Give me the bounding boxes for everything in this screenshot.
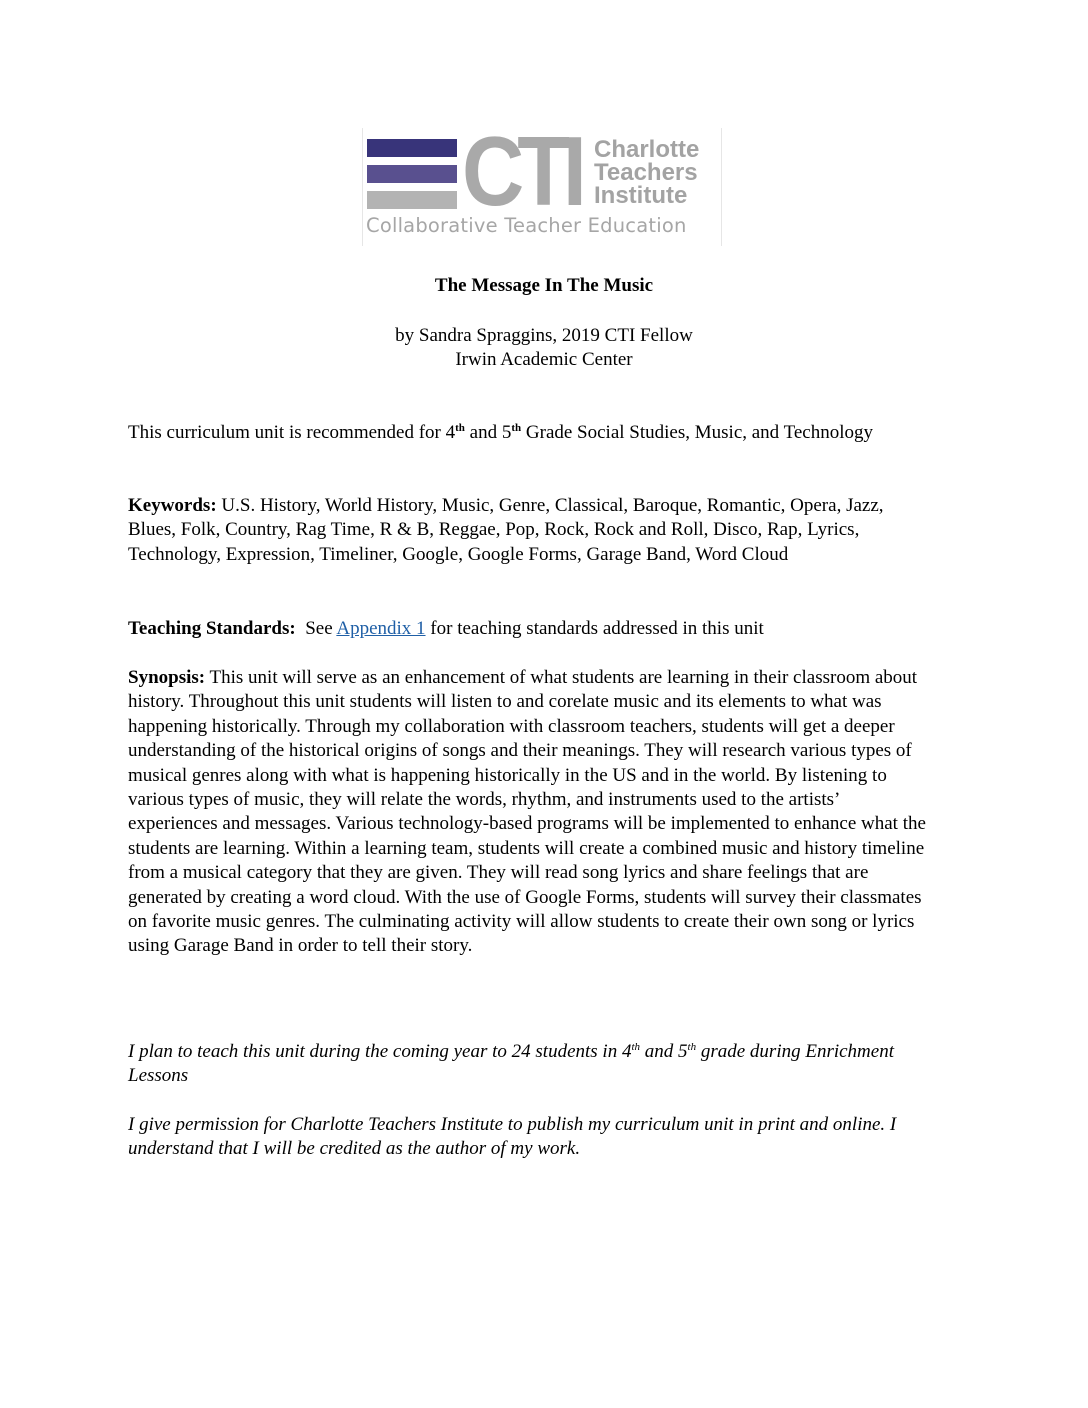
keywords-paragraph <box>128 494 928 567</box>
synopsis-text: This unit will serve as an enhancement of what students are learning in their classroom about history. Throughout this unit students will listen to and corelate music and its elements to what was happening historically. Through my collaboration with classroom teachers, students will get a deeper understanding of the historical origins of songs and their meanings. They will research various types of musical genres along with what is happening historically in the US and in the world. By listening to various types of music, they will relate the words, rhythm, and instruments used to the artists’ experiences and messages. Various technology-based programs will be implemented to enhance what the students are learning. Within a learning team, students will create a combined music and history timeline from a musical category that they are given. They will read song lyrics and share feelings that are generated by creating a word cloud. With the use of Google Forms, students will survey their classmates on favorite music genres. The culminating activity will allow students to create their own song or lyrics using Garage Band in order to tell their story. <box>128 667 926 957</box>
logo-name-line: Teachers <box>594 159 698 186</box>
plan-text: and 5 <box>640 1041 688 1062</box>
recommendation-text: Grade Social Studies, Music, and Technology <box>521 422 874 443</box>
cti-logo <box>362 116 722 246</box>
logo-name <box>594 138 699 207</box>
logo-bar-dark <box>367 139 457 157</box>
logo-bar-gray <box>367 191 457 209</box>
logo-frame-left <box>362 128 363 246</box>
logo-name-line: Institute <box>594 182 688 209</box>
superscript: th <box>687 1041 697 1053</box>
author-line: by Sandra Spraggins, 2019 CTI Fellow <box>395 325 693 346</box>
keywords-label: Keywords: <box>128 495 217 516</box>
logo-mark: CTI <box>462 116 580 226</box>
recommendation-text: and 5 <box>464 422 512 443</box>
document-title: The Message In The Music <box>434 275 654 296</box>
standards-label: Teaching Standards: <box>128 618 296 639</box>
logo-bar-medium <box>367 165 457 183</box>
recommendation-text: This curriculum unit is recommended for 4 <box>128 422 456 443</box>
logo-frame-right <box>721 128 722 246</box>
standards-paragraph <box>128 617 928 641</box>
logo-name-line: Charlotte <box>594 136 700 163</box>
school-name: Irwin Academic Center <box>455 349 633 370</box>
author-block <box>0 324 1088 372</box>
appendix-link[interactable]: Appendix 1 <box>336 618 426 639</box>
standards-pre: See <box>295 618 337 639</box>
permission-paragraph: I give permission for Charlotte Teachers Institute to publish my curriculum unit in print and online. I understand that I will be credited as the author of my work. <box>128 1114 897 1160</box>
superscript: th <box>455 422 465 434</box>
synopsis-paragraph <box>128 666 928 959</box>
plan-text: I plan to teach this unit during the coming year to 24 students in 4 <box>128 1041 632 1062</box>
plan-paragraph <box>128 1040 898 1089</box>
superscript: th <box>511 422 522 434</box>
keywords-text: U.S. History, World History, Music, Genre, Classical, Baroque, Romantic, Opera, Jazz, Blues, Folk, Country, Rag Time, R & B, Reggae, Pop, Rock, Rock and Roll, Disco, Rap, Lyrics, Technology, Expression, Timeliner, Google, Google Forms, Garage Band, Word Cloud <box>128 495 884 565</box>
standards-post: for teaching standards addressed in this unit <box>425 618 764 639</box>
recommendation-paragraph <box>128 421 928 445</box>
logo-tagline: Collaborative Teacher Education <box>366 214 687 237</box>
superscript: th <box>631 1041 641 1053</box>
plan-text: grade during Enrichment Lessons <box>128 1041 894 1087</box>
synopsis-label: Synopsis: <box>128 667 206 688</box>
